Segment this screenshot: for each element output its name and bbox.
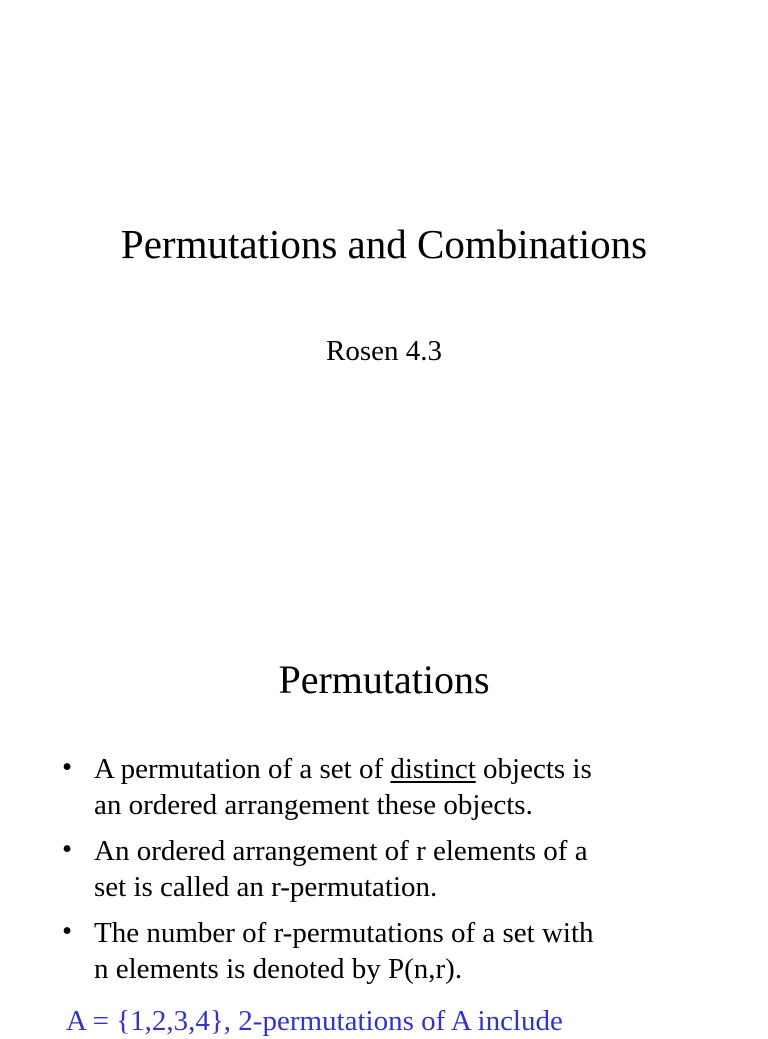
bullet-item [62, 833, 702, 905]
bullet-line [94, 751, 702, 787]
slide-title: Permutations and Combinations [120, 221, 648, 267]
permutations-slide [0, 590, 768, 1037]
bullet-icon: • [62, 751, 73, 783]
bullet-line: set is called an r-permutation. [94, 871, 438, 903]
bullet-line: An ordered arrangement of r elements of a [94, 835, 588, 867]
bullet-item [62, 751, 702, 823]
slide-subtitle: Rosen 4.3 [326, 335, 442, 367]
section-title: Permutations [278, 657, 490, 702]
emphasized-word: distinct [390, 753, 476, 785]
bullet-text: objects is [475, 753, 592, 785]
bullet-line: The number of r-permutations of a set with [94, 917, 594, 949]
bullet-icon: • [62, 915, 73, 947]
bullet-icon: • [62, 833, 73, 865]
bullet-item [62, 915, 702, 987]
bullet-text: A permutation of a set of [94, 753, 391, 785]
bullet-line: n elements is denoted by P(n,r). [94, 953, 463, 985]
example-text: A = {1,2,3,4}, 2-permutations of A include [66, 1005, 563, 1037]
bullet-line: an ordered arrangement these objects. [94, 789, 533, 821]
bullet-list [62, 751, 702, 997]
